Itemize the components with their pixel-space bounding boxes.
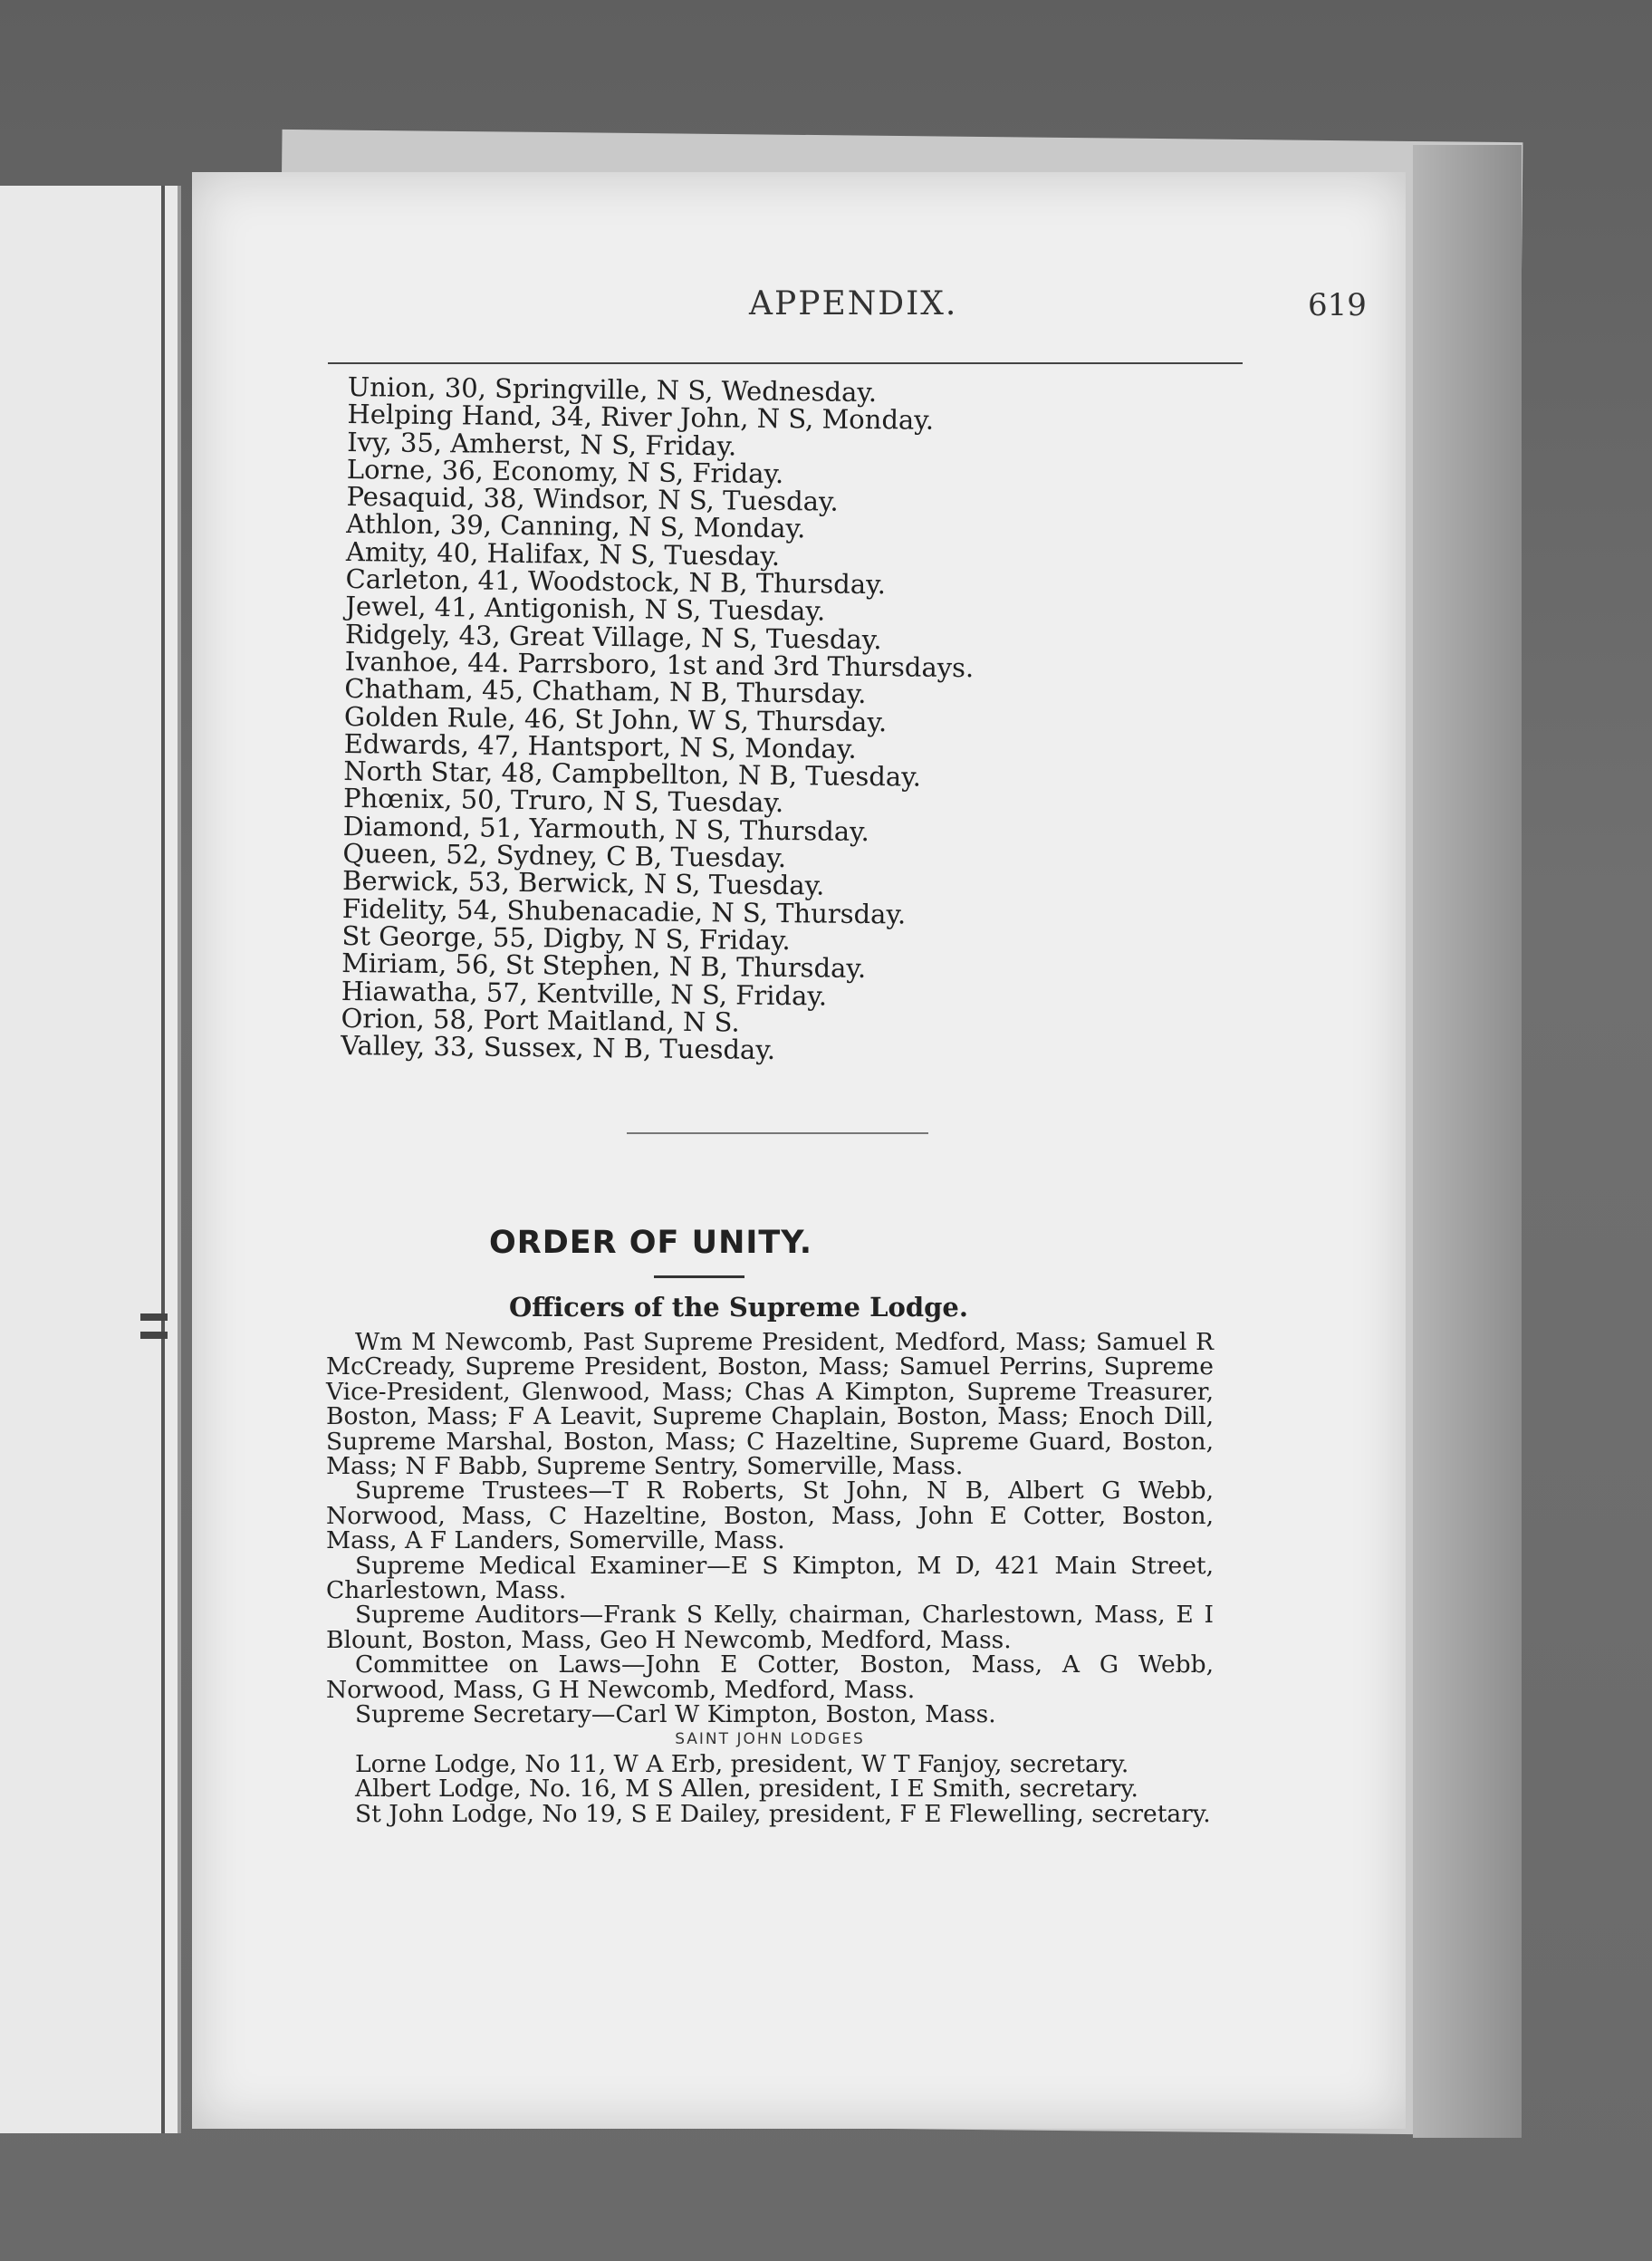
paragraph: Albert Lodge, No. 16, M S Allen, president, I E Smith, secretary. — [355, 1775, 1138, 1804]
paragraph: Supreme Medical Examiner—E S Kimpton, M D, 421 Main Street, Charlestown, Mass. — [326, 1551, 1214, 1605]
binding-spine — [161, 186, 165, 2133]
paragraph: Supreme Trustees—T R Roberts, St John, N B, Albert G Webb, Norwood, Mass, C Hazeltine, Boston, Mass, John E Cotter, Boston, Mass, A F Landers, Somerville, Mass. — [326, 1477, 1214, 1555]
list-item: North Star, 48, Campbellton, N B, Tuesday. — [343, 755, 922, 793]
paragraph: Supreme Secretary—Carl W Kimpton, Boston, Mass. — [355, 1700, 996, 1729]
book-page — [192, 172, 1406, 2129]
list-item: Carleton, 41, Woodstock, N B, Thursday. — [345, 563, 887, 601]
list-item: Ivy, 35, Amherst, N S, Friday. — [347, 426, 737, 462]
list-item: Miriam, 56, St Stephen, N B, Thursday. — [341, 948, 867, 985]
paragraph: Committee on Laws—John E Cotter, Boston, Mass, A G Webb, Norwood, Mass, G H Newcomb, Medford, Mass. — [326, 1650, 1214, 1704]
list-item: Lorne, 36, Economy, N S, Friday. — [346, 453, 784, 489]
list-item: Phœnix, 50, Truro, N S, Tuesday. — [342, 783, 784, 819]
running-head — [328, 285, 1397, 340]
section-heading: ORDER OF UNITY. — [489, 1225, 813, 1261]
list-item: Queen, 52, Sydney, C B, Tuesday. — [342, 838, 787, 874]
list-item: Ridgely, 43, Great Village, N S, Tuesday. — [344, 618, 882, 655]
header-rule — [328, 362, 1243, 364]
page-title: APPENDIX. — [749, 285, 958, 322]
list-item: Orion, 58, Port Maitland, N S. — [341, 1002, 740, 1038]
book-cover-edge — [1413, 145, 1522, 2138]
facing-page — [0, 186, 181, 2133]
list-item: Edwards, 47, Hantsport, N S, Monday. — [343, 727, 857, 765]
list-item: Jewel, 41, Antigonish, N S, Tuesday. — [345, 591, 826, 627]
officers-text — [326, 1330, 1214, 1826]
paragraph: Wm M Newcomb, Past Supreme President, Medford, Mass; Samuel R McCready, Supreme President, Boston, Mass; Samuel Perrins, Supreme Vice-President, Glenwood, Mass; Chas A Kimpton, Supreme Treasurer, Boston, Mass; F A Leavit, Supreme Chaplain, Boston, Mass; Enoch Dill, Supreme Marshal, Boston, Mass; C Hazeltine, Supreme Guard, Boston, Mass; N F Babb, Supreme Sentry, Somerville, Mass. — [326, 1328, 1214, 1481]
binding-clip — [140, 1332, 168, 1339]
list-item: Ivanhoe, 44. Parrsboro, 1st and 3rd Thursdays. — [344, 645, 975, 684]
lodge-list — [341, 373, 977, 1066]
list-item: Pesaquid, 38, Windsor, N S, Tuesday. — [346, 481, 839, 517]
section-subheading: Officers of the Supreme Lodge. — [509, 1292, 968, 1323]
list-item: Amity, 40, Halifax, N S, Tuesday. — [345, 535, 781, 572]
list-item: Hiawatha, 57, Kentville, N S, Friday. — [341, 975, 828, 1012]
list-item: Berwick, 53, Berwick, N S, Tuesday. — [341, 865, 825, 901]
section-divider — [627, 1132, 928, 1134]
list-item: Diamond, 51, Yarmouth, N S, Thursday. — [342, 810, 870, 847]
subsection-heading: SAINT JOHN LODGES — [675, 1729, 865, 1748]
paragraph: Lorne Lodge, No 11, W A Erb, president, W T Fanjoy, secretary. — [355, 1749, 1129, 1778]
list-item: Helping Hand, 34, River John, N S, Monday. — [347, 399, 935, 437]
list-item: Valley, 33, Sussex, N B, Tuesday. — [341, 1030, 776, 1066]
heading-rule — [654, 1275, 744, 1278]
list-item: St George, 55, Digby, N S, Friday. — [341, 919, 791, 957]
page-number: 619 — [1308, 287, 1367, 323]
list-item: Union, 30, Springville, N S, Wednesday. — [347, 371, 878, 409]
list-item: Golden Rule, 46, St John, W S, Thursday. — [343, 700, 888, 737]
list-item: Fidelity, 54, Shubenacadie, N S, Thursday. — [341, 892, 907, 930]
list-item: Chatham, 45, Chatham, N B, Thursday. — [344, 673, 867, 710]
binding-clip — [140, 1313, 168, 1321]
page-content — [328, 172, 1415, 2129]
paragraph: Supreme Auditors—Frank S Kelly, chairman, Charlestown, Mass, E I Blount, Boston, Mass, Geo H Newcomb, Medford, Mass. — [326, 1601, 1214, 1654]
list-item: Athlon, 39, Canning, N S, Monday. — [346, 508, 806, 544]
paragraph: St John Lodge, No 19, S E Dailey, president, F E Flewelling, secretary. — [355, 1799, 1211, 1828]
